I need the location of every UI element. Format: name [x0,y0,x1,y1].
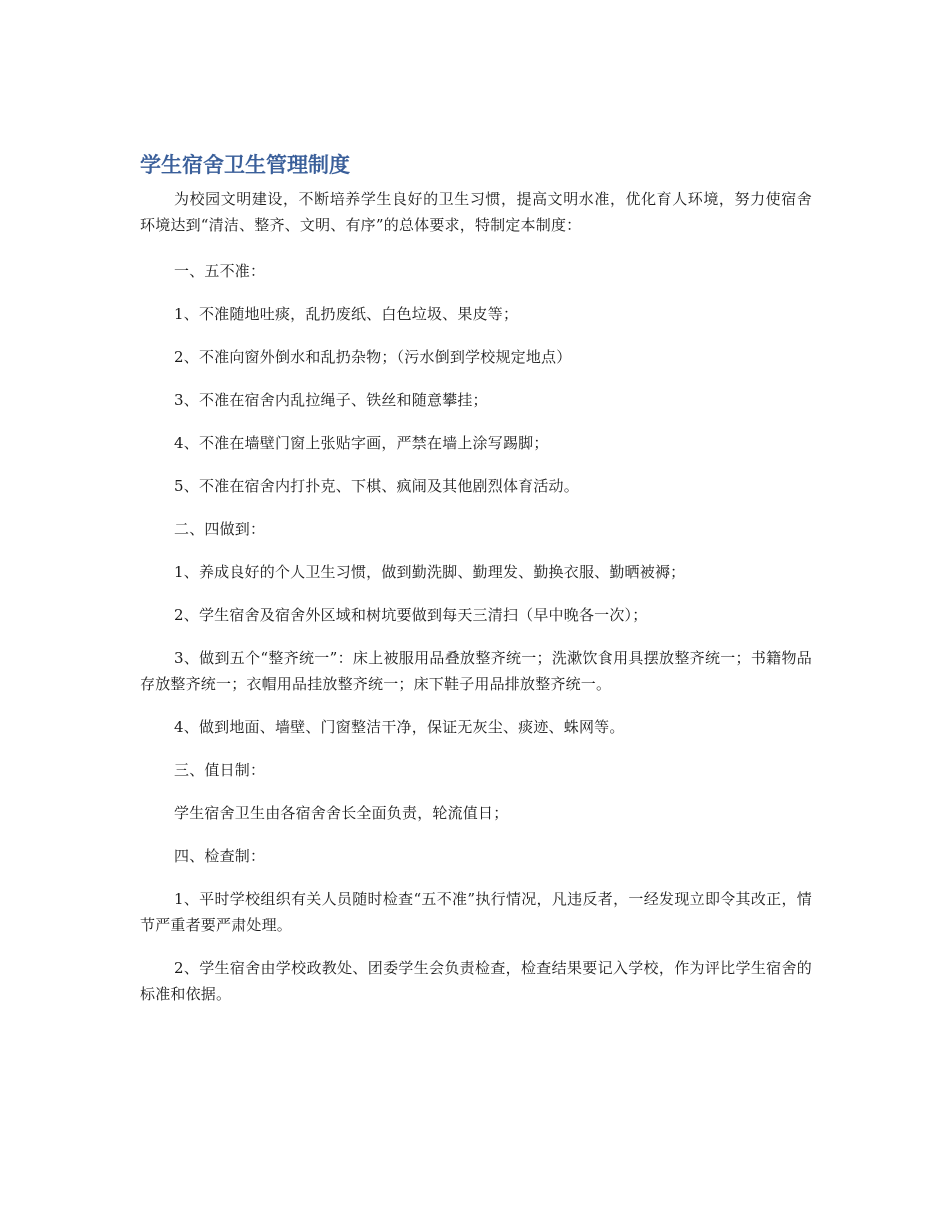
section-heading-four-requirements: 二、四做到： [174,520,266,538]
section-heading-duty-system: 三、值日制： [174,761,266,779]
prohibition-item-5: 5、不准在宿舍内打扑克、下棋、疯闹及其他剧烈体育活动。 [174,477,579,495]
prohibition-item-3: 3、不准在宿舍内乱拉绳子、铁丝和随意攀挂； [174,391,488,409]
duty-system-text: 学生宿舍卫生由各宿舍舍长全面负责，轮流值日； [174,804,509,822]
prohibition-item-2: 2、不准向窗外倒水和乱扔杂物；（污水倒到学校规定地点） [174,348,572,366]
requirement-item-2: 2、学生宿舍及宿舍外区域和树坑要做到每天三清扫（早中晚各一次）； [174,606,648,624]
requirement-item-4: 4、做到地面、墙壁、门窗整洁干净，保证无灰尘、痰迹、蛛网等。 [174,718,625,736]
section-heading-five-prohibitions: 一、五不准： [174,262,266,280]
prohibition-item-4: 4、不准在墙壁门窗上张贴字画，严禁在墙上涂写踢脚； [174,434,549,452]
intro-paragraph: 为校园文明建设，不断培养学生良好的卫生习惯，提高文明水准，优化育人环境，努力使宿舍环境达到“清洁、整齐、文明、有序”的总体要求，特制定本制度： [140,190,812,234]
document-title: 学生宿舍卫生管理制度 [140,153,350,177]
section-heading-inspection-system: 四、检查制： [174,847,266,865]
prohibition-item-1: 1、不准随地吐痰，乱扔废纸、白色垃圾、果皮等； [174,305,519,323]
inspection-item-2: 2、学生宿舍由学校政教处、团委学生会负责检查，检查结果要记入学校，作为评比学生宿舍的标准和依据。 [140,959,812,1003]
inspection-item-1: 1、平时学校组织有关人员随时检查“五不准”执行情况，凡违反者，一经发现立即令其改正，情节严重者要严肃处理。 [140,890,812,934]
requirement-item-1: 1、养成良好的个人卫生习惯，做到勤洗脚、勤理发、勤换衣服、勤晒被褥； [174,563,686,581]
document-body [140,150,812,1024]
requirement-item-3: 3、做到五个“整齐统一”：床上被服用品叠放整齐统一；洗漱饮食用具摆放整齐统一；书籍物品存放整齐统一；衣帽用品挂放整齐统一；床下鞋子用品排放整齐统一。 [140,649,812,693]
